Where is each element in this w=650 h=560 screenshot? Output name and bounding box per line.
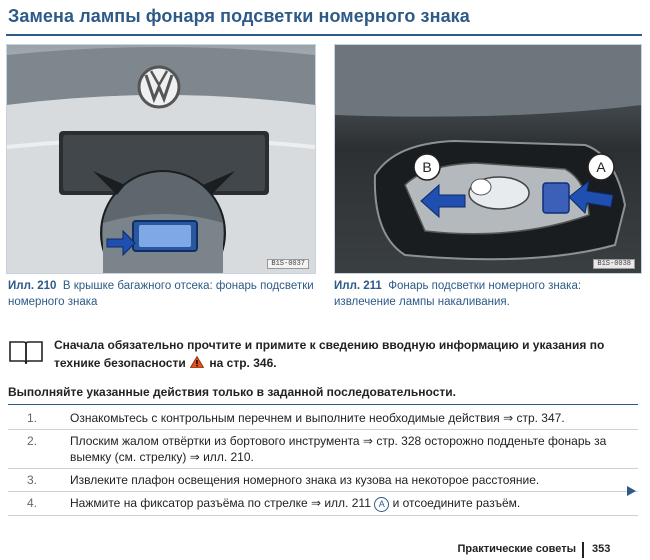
step-row [8,430,638,469]
notice-text-main: Сначала обязательно прочтите и примите к сведению вводную информацию и указания по технике безопасности [54,338,605,370]
step-number: 3. [26,473,37,487]
notice-page-ref[interactable]: на стр. 346. [209,356,277,370]
steps-list [8,407,638,516]
step-text-end: и отсоедините разъём. [392,496,521,510]
vw-logo-icon [139,67,179,107]
step-text: Извлеките плафон освещения номерного знака из кузова на некоторое расстояние. [70,473,540,487]
step-row [8,492,638,516]
marker-b-label: B [422,159,432,175]
figure-210-illustration [6,44,316,274]
step-text: Плоским жалом отвёртки из бортового инструмента ⇒ стр. 328 осторожно подденьте фонарь за выемку (см. стрелку) ⇒ илл. 210. [70,434,607,464]
page-number: 353 [592,543,611,555]
footer-section-title: Практические советы [457,543,576,555]
page-footer [0,540,650,560]
continued-arrow-icon [627,486,636,496]
caption-label: Илл. 210 [8,280,57,292]
safety-notice [8,336,638,376]
marker-a-icon: A [374,497,389,512]
marker-a-label: A [596,159,606,175]
notice-text [54,336,638,372]
figure-code: B1S-0038 [593,259,635,269]
book-icon [8,338,44,366]
footer-divider [582,542,584,558]
lamp-removal-drawing [335,45,641,273]
caption-label: Илл. 211 [334,280,382,292]
step-number: 1. [26,411,37,425]
step-row [8,407,638,430]
step-text: Ознакомьтесь с контрольным перечнем и выполните необходимые действия ⇒ стр. 347. [70,411,565,425]
caption-text: В крышке багажного отсека: фонарь подсветки номерного знака [8,280,314,308]
step-row [8,469,638,492]
figure-211-caption [334,278,640,310]
steps-header: Выполняйте указанные действия только в заданной последовательности. [8,385,638,405]
figure-code: B1S-0037 [267,259,309,269]
figure-211-illustration [334,44,642,274]
step-number: 4. [26,496,37,510]
step-number: 2. [26,434,37,448]
caption-text: Фонарь подсветки номерного знака: извлечение лампы накаливания. [334,280,582,308]
trunk-lid-drawing [7,45,315,273]
step-text: Нажмите на фиксатор разъёма по стрелке ⇒ илл. 211 [70,496,371,510]
figure-210-caption [8,278,314,310]
page-title: Замена лампы фонаря подсветки номерного знака [8,6,470,26]
warning-triangle-icon [190,356,204,368]
title-divider [6,34,642,36]
